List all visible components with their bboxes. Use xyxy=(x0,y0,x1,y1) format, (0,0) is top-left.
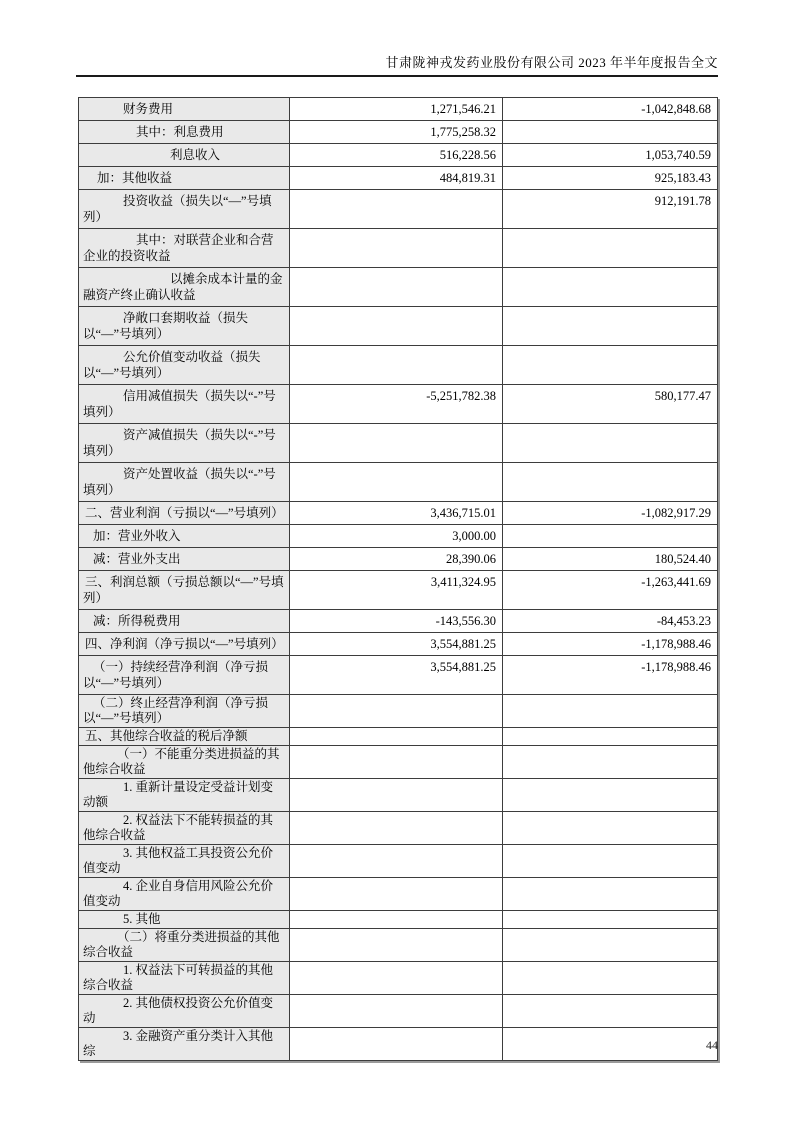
prior-period-amount-cell xyxy=(503,268,718,307)
prior-period-amount-cell xyxy=(503,929,718,962)
prior-period-amount-cell xyxy=(503,424,718,463)
table-row xyxy=(79,728,718,746)
row-label-cell: 加：营业外收入 xyxy=(79,525,290,548)
prior-period-amount-cell xyxy=(503,962,718,995)
table-row xyxy=(79,746,718,779)
prior-period-amount-cell xyxy=(503,845,718,878)
row-label-cell: 以摊余成本计量的金融资产终止确认收益 xyxy=(79,268,290,307)
table-row xyxy=(79,144,718,167)
row-label-cell: 二、营业利润（亏损以“—”号填列） xyxy=(79,502,290,525)
income-statement-table-body xyxy=(79,98,718,1061)
current-period-amount-cell: -5,251,782.38 xyxy=(290,385,503,424)
table-row xyxy=(79,307,718,346)
prior-period-amount-cell: 925,183.43 xyxy=(503,167,718,190)
row-label-cell: 2. 其他债权投资公允价值变动 xyxy=(79,995,290,1028)
table-row xyxy=(79,98,718,121)
table-row xyxy=(79,929,718,962)
prior-period-amount-cell: 580,177.47 xyxy=(503,385,718,424)
income-statement-table xyxy=(78,97,718,1061)
row-label-cell: 减：所得税费用 xyxy=(79,610,290,633)
row-label-cell: 1. 重新计量设定受益计划变动额 xyxy=(79,779,290,812)
row-label-cell: 4. 企业自身信用风险公允价值变动 xyxy=(79,878,290,911)
prior-period-amount-cell xyxy=(503,346,718,385)
table-row xyxy=(79,878,718,911)
current-period-amount-cell xyxy=(290,307,503,346)
table-row xyxy=(79,633,718,656)
table-row xyxy=(79,779,718,812)
current-period-amount-cell xyxy=(290,268,503,307)
current-period-amount-cell xyxy=(290,962,503,995)
prior-period-amount-cell: -1,263,441.69 xyxy=(503,571,718,610)
row-label-cell: 投资收益（损失以“—”号填列） xyxy=(79,190,290,229)
row-label-cell: 公允价值变动收益（损失以“—”号填列） xyxy=(79,346,290,385)
row-label-cell: 信用减值损失（损失以“-”号填列） xyxy=(79,385,290,424)
prior-period-amount-cell xyxy=(503,878,718,911)
current-period-amount-cell: 1,775,258.32 xyxy=(290,121,503,144)
prior-period-amount-cell xyxy=(503,307,718,346)
table-row xyxy=(79,463,718,502)
row-label-cell: 减：营业外支出 xyxy=(79,548,290,571)
row-label-cell: 其中：利息费用 xyxy=(79,121,290,144)
current-period-amount-cell xyxy=(290,229,503,268)
table-row xyxy=(79,548,718,571)
prior-period-amount-cell: -1,042,848.68 xyxy=(503,98,718,121)
current-period-amount-cell xyxy=(290,695,503,728)
table-row xyxy=(79,167,718,190)
current-period-amount-cell xyxy=(290,878,503,911)
table-row xyxy=(79,845,718,878)
prior-period-amount-cell xyxy=(503,525,718,548)
prior-period-amount-cell xyxy=(503,229,718,268)
table-row xyxy=(79,268,718,307)
prior-period-amount-cell: -84,453.23 xyxy=(503,610,718,633)
prior-period-amount-cell xyxy=(503,812,718,845)
prior-period-amount-cell: 1,053,740.59 xyxy=(503,144,718,167)
table-row xyxy=(79,525,718,548)
table-row xyxy=(79,610,718,633)
row-label-cell: （二）将重分类进损益的其他综合收益 xyxy=(79,929,290,962)
table-row xyxy=(79,695,718,728)
current-period-amount-cell xyxy=(290,346,503,385)
header-divider-rule xyxy=(76,75,718,77)
table-row xyxy=(79,121,718,144)
prior-period-amount-cell xyxy=(503,779,718,812)
table-row xyxy=(79,571,718,610)
current-period-amount-cell xyxy=(290,779,503,812)
row-label-cell: 资产减值损失（损失以“-”号填列） xyxy=(79,424,290,463)
current-period-amount-cell xyxy=(290,728,503,746)
row-label-cell: （一）不能重分类进损益的其他综合收益 xyxy=(79,746,290,779)
current-period-amount-cell xyxy=(290,911,503,929)
row-label-cell: （二）终止经营净利润（净亏损以“—”号填列） xyxy=(79,695,290,728)
current-period-amount-cell: 3,411,324.95 xyxy=(290,571,503,610)
row-label-cell: 加：其他收益 xyxy=(79,167,290,190)
row-label-cell: 其中：对联营企业和合营企业的投资收益 xyxy=(79,229,290,268)
prior-period-amount-cell: -1,178,988.46 xyxy=(503,656,718,695)
current-period-amount-cell xyxy=(290,190,503,229)
prior-period-amount-cell: 180,524.40 xyxy=(503,548,718,571)
current-period-amount-cell: 3,554,881.25 xyxy=(290,633,503,656)
table-row xyxy=(79,962,718,995)
table-row xyxy=(79,229,718,268)
current-period-amount-cell xyxy=(290,812,503,845)
row-label-cell: 1. 权益法下可转损益的其他综合收益 xyxy=(79,962,290,995)
report-header-title: 甘肃陇神戎发药业股份有限公司 2023 年半年度报告全文 xyxy=(385,55,718,70)
table-row xyxy=(79,812,718,845)
current-period-amount-cell: -143,556.30 xyxy=(290,610,503,633)
row-label-cell: 2. 权益法下不能转损益的其他综合收益 xyxy=(79,812,290,845)
current-period-amount-cell: 3,554,881.25 xyxy=(290,656,503,695)
current-period-amount-cell: 484,819.31 xyxy=(290,167,503,190)
row-label-cell: 3. 其他权益工具投资公允价值变动 xyxy=(79,845,290,878)
current-period-amount-cell: 516,228.56 xyxy=(290,144,503,167)
current-period-amount-cell xyxy=(290,463,503,502)
table-row xyxy=(79,911,718,929)
row-label-cell: 五、其他综合收益的税后净额 xyxy=(79,728,290,746)
prior-period-amount-cell xyxy=(503,695,718,728)
prior-period-amount-cell: 912,191.78 xyxy=(503,190,718,229)
current-period-amount-cell xyxy=(290,746,503,779)
row-label-cell: 利息收入 xyxy=(79,144,290,167)
prior-period-amount-cell: -1,178,988.46 xyxy=(503,633,718,656)
current-period-amount-cell: 3,436,715.01 xyxy=(290,502,503,525)
prior-period-amount-cell: -1,082,917.29 xyxy=(503,502,718,525)
current-period-amount-cell xyxy=(290,995,503,1028)
row-label-cell: 资产处置收益（损失以“-”号填列） xyxy=(79,463,290,502)
table-row xyxy=(79,995,718,1028)
table-row xyxy=(79,502,718,525)
row-label-cell: 财务费用 xyxy=(79,98,290,121)
table-row xyxy=(79,346,718,385)
prior-period-amount-cell xyxy=(503,911,718,929)
table-row xyxy=(79,190,718,229)
prior-period-amount-cell xyxy=(503,728,718,746)
row-label-cell: 三、利润总额（亏损总额以“—”号填列） xyxy=(79,571,290,610)
row-label-cell: 净敞口套期收益（损失以“—”号填列） xyxy=(79,307,290,346)
prior-period-amount-cell xyxy=(503,463,718,502)
prior-period-amount-cell xyxy=(503,746,718,779)
current-period-amount-cell xyxy=(290,845,503,878)
page-number: 44 xyxy=(706,1038,718,1052)
current-period-amount-cell xyxy=(290,424,503,463)
current-period-amount-cell: 3,000.00 xyxy=(290,525,503,548)
table-row xyxy=(79,385,718,424)
current-period-amount-cell xyxy=(290,929,503,962)
row-label-cell: 四、净利润（净亏损以“—”号填列） xyxy=(79,633,290,656)
table-row xyxy=(79,656,718,695)
prior-period-amount-cell xyxy=(503,995,718,1028)
current-period-amount-cell: 1,271,546.21 xyxy=(290,98,503,121)
row-label-cell: 3. 金融资产重分类计入其他综 xyxy=(79,1028,290,1061)
row-label-cell: 5. 其他 xyxy=(79,911,290,929)
prior-period-amount-cell xyxy=(503,121,718,144)
current-period-amount-cell: 28,390.06 xyxy=(290,548,503,571)
row-label-cell: （一）持续经营净利润（净亏损以“—”号填列） xyxy=(79,656,290,695)
table-row xyxy=(79,424,718,463)
